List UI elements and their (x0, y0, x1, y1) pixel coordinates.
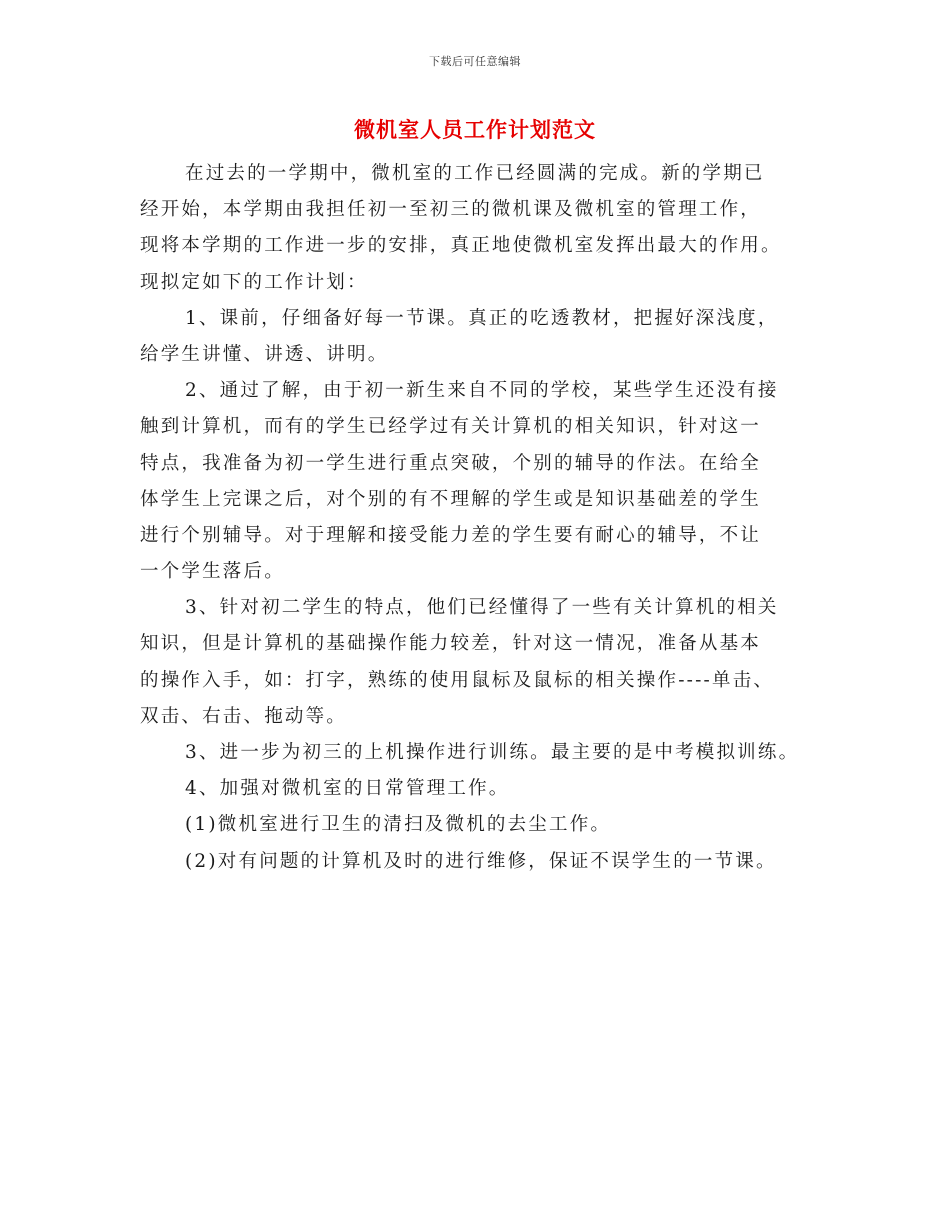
paragraph-line: 触到计算机，而有的学生已经学过有关计算机的相关知识，针对这一 (140, 416, 762, 438)
paragraph-line: 的操作入手，如：打字，熟练的使用鼠标及鼠标的相关操作----单击、 (140, 669, 775, 691)
document-body (140, 156, 820, 880)
paragraph-line: 进行个别辅导。对于理解和接受能力差的学生要有耐心的辅导，不让 (140, 524, 762, 546)
paragraph-line: 1、课前，仔细备好每一节课。真正的吃透教材，把握好深浅度， (185, 307, 779, 329)
paragraph-line: 在过去的一学期中，微机室的工作已经圆满的完成。新的学期已 (185, 163, 765, 184)
paragraph-line: 双击、右击、拖动等。 (140, 705, 348, 727)
paragraph-line: 体学生上完课之后，对个别的有不理解的学生或是知识基础差的学生 (140, 488, 762, 510)
paragraph-line: 经开始，本学期由我担任初一至初三的微机课及微机室的管理工作， (140, 199, 762, 221)
paragraph-line: 3、进一步为初三的上机操作进行训练。最主要的是中考模拟训练。 (185, 742, 800, 763)
paragraph-line: 一个学生落后。 (140, 561, 285, 583)
paragraph-line: 2、通过了解，由于初一新生来自不同的学校，某些学生还没有接 (185, 380, 779, 402)
document-title: 微机室人员工作计划范文 (354, 118, 596, 142)
paragraph-line: 3、针对初二学生的特点，他们已经懂得了一些有关计算机的相关 (185, 597, 779, 619)
paragraph-line: 特点，我准备为初一学生进行重点突破，个别的辅导的作法。在给全 (140, 452, 762, 474)
paragraph-line: 给学生讲懂、讲透、讲明。 (140, 343, 389, 365)
paragraph-line: (2)对有问题的计算机及时的进行维修，保证不误学生的一节课。 (185, 850, 777, 872)
paragraph-line: 现拟定如下的工作计划： (140, 271, 368, 293)
paragraph-line: 4、加强对微机室的日常管理工作。 (185, 778, 510, 800)
paragraph-line: (1)微机室进行卫生的清扫及微机的去尘工作。 (185, 814, 612, 836)
paragraph-line: 知识，但是计算机的基础操作能力较差，针对这一情况，准备从基本 (140, 633, 762, 655)
paragraph-line: 现将本学期的工作进一步的安排，真正地使微机室发挥出最大的作用。 (140, 235, 782, 257)
header-note: 下载后可任意编辑 (429, 55, 521, 68)
